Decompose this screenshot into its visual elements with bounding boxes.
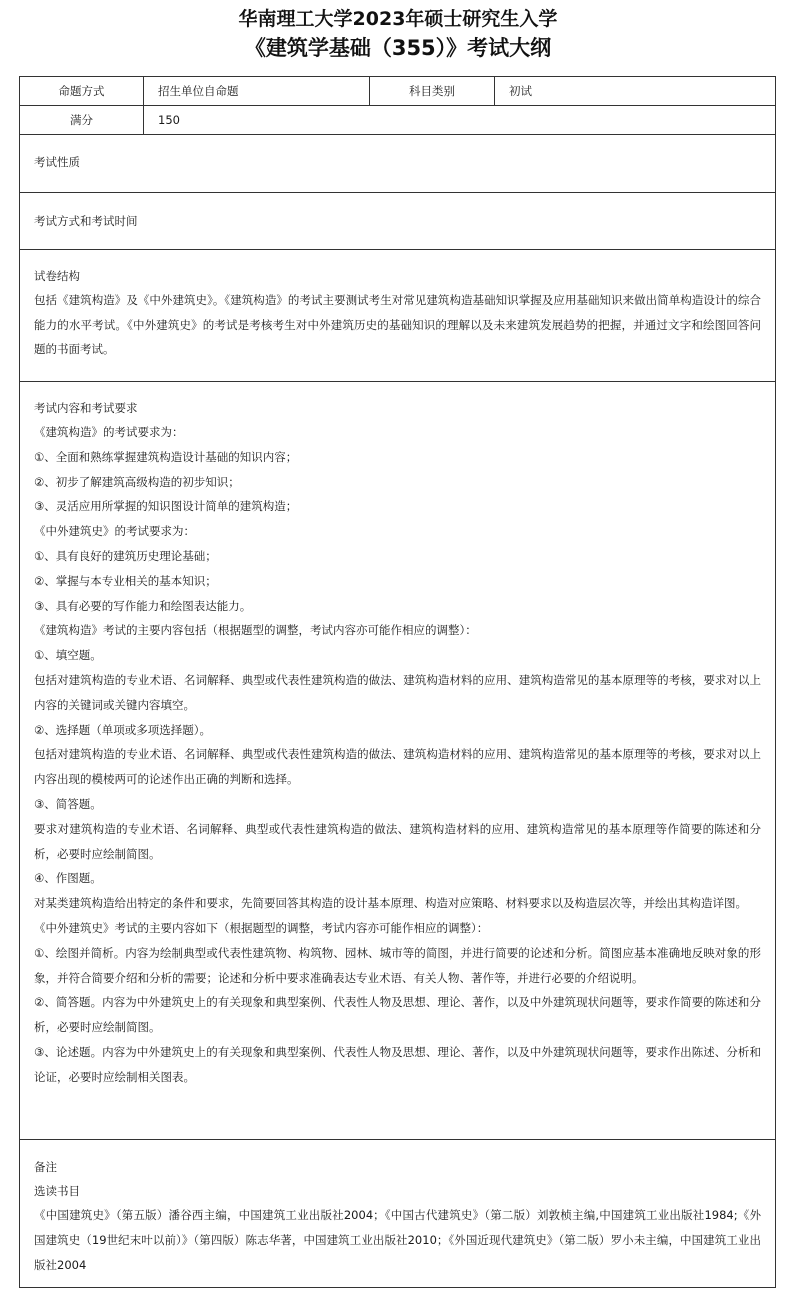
section-paper-structure bbox=[20, 250, 775, 382]
content-line: 包括对建筑构造的专业术语、名词解释、典型或代表性建筑构造的做法、建筑构造材料的应用、建筑构造常见的基本原理等的考核，要求对以上内容的关键词或关键内容填空。 bbox=[34, 672, 761, 712]
content-line: ①、绘图并简析。内容为绘制典型或代表性建筑物、构筑物、园林、城市等的简图，并进行简要的论述和分析。简图应基本准确地反映对象的形象，并符合简要介绍和分析的需要；论述和分析中要求准确表达专业术语、有关人物、著作等，并进行必要的介绍说明。 bbox=[34, 945, 761, 985]
section-title-notes: 备注 bbox=[34, 1160, 57, 1174]
content-line: ①、填空题。 bbox=[34, 648, 102, 663]
section-title-nature: 考试性质 bbox=[34, 155, 80, 169]
info-row-1 bbox=[20, 77, 775, 106]
section-title-structure: 试卷结构 bbox=[34, 269, 80, 283]
content-line: 《建筑构造》的考试要求为： bbox=[34, 425, 184, 439]
reading-list-paragraph: 《中国建筑史》（第五版）潘谷西主编，中国建筑工业出版社2004；《中国古代建筑史》（第二版）刘敦桢主编,中国建筑工业出版社1984;《外国建筑史（19世纪末叶以前）》（第四版）陈志华著，中国建筑工业出版社2010；《外国近现代建筑史》（第二版）罗小未主编，中国建筑工业出版社2004 bbox=[34, 1208, 761, 1272]
content-line: ①、全面和熟练掌握建筑构造设计基础的知识内容； bbox=[34, 449, 298, 464]
subject-category-value: 初试 bbox=[509, 84, 532, 98]
section-exam-nature bbox=[20, 135, 775, 193]
content-line: ③、简答题。 bbox=[34, 796, 102, 811]
page-title-line1: 华南理工大学2023年硕士研究生入学 bbox=[238, 8, 558, 30]
section-exam-content bbox=[20, 382, 775, 1140]
syllabus-table bbox=[19, 76, 776, 1288]
reading-list-title: 选读书目 bbox=[34, 1184, 80, 1198]
section-title-content: 考试内容和考试要求 bbox=[34, 401, 138, 415]
content-line: ①、具有良好的建筑历史理论基础； bbox=[34, 548, 217, 563]
content-line: 要求对建筑构造的专业术语、名词解释、典型或代表性建筑构造的做法、建筑构造材料的应用、建筑构造常见的基本原理等作简要的陈述和分析，必要时应绘制简图。 bbox=[34, 821, 761, 861]
full-score-label: 满分 bbox=[20, 106, 144, 134]
content-line: 《中外建筑史》的考试要求为： bbox=[34, 524, 195, 539]
section-exam-method bbox=[20, 193, 775, 250]
question-method-value: 招生单位自命题 bbox=[144, 77, 370, 105]
content-line: ③、论述题。内容为中外建筑史上的有关现象和典型案例、代表性人物及思想、理论、著作，以及中外建筑现状问题等，要求作出陈述、分析和论证，必要时应绘制相关图表。 bbox=[34, 1044, 761, 1084]
content-line: ②、掌握与本专业相关的基本知识； bbox=[34, 573, 217, 588]
content-line: ③、具有必要的写作能力和绘图表达能力。 bbox=[34, 598, 252, 613]
content-line: 《中外建筑史》考试的主要内容如下（根据题型的调整，考试内容亦可能作相应的调整）： bbox=[34, 920, 489, 935]
content-line: ②、选择题（单项或多项选择题）。 bbox=[34, 722, 212, 737]
content-line: ③、灵活应用所掌握的知识图设计简单的建筑构造； bbox=[34, 499, 298, 514]
section-title-method: 考试方式和考试时间 bbox=[34, 214, 138, 228]
content-line: 包括对建筑构造的专业术语、名词解释、典型或代表性建筑构造的做法、建筑构造材料的应用、建筑构造常见的基本原理等的考核，要求对以上内容出现的模棱两可的论述作出正确的判断和选择。 bbox=[34, 747, 761, 787]
content-line: 对某类建筑构造给出特定的条件和要求，先简要回答其构造的设计基本原理、构造对应策略、材料要求以及构造层次等，并绘出其构造详图。 bbox=[34, 896, 747, 911]
page-header bbox=[0, 0, 796, 63]
content-line: 《建筑构造》考试的主要内容包括（根据题型的调整，考试内容亦可能作相应的调整）： bbox=[34, 623, 477, 638]
subject-category-label: 科目类别 bbox=[370, 77, 495, 105]
full-score-value: 150 bbox=[158, 113, 180, 127]
info-row-2 bbox=[20, 106, 775, 135]
structure-paragraph: 包括《建筑构造》及《中外建筑史》。《建筑构造》的考试主要测试考生对常见建筑构造基础知识掌握及应用基础知识来做出简单构造设计的综合能力的水平考试。《中外建筑史》的考试是考核考生对中外建筑历史的基础知识的理解以及未来建筑发展趋势的把握，并通过文字和绘图回答问题的书面考试。 bbox=[34, 293, 761, 357]
content-line: ②、简答题。内容为中外建筑史上的有关现象和典型案例、代表性人物及思想、理论、著作，以及中外建筑现状问题等，要求作简要的陈述和分析，必要时应绘制简图。 bbox=[34, 995, 761, 1035]
section-notes bbox=[20, 1140, 775, 1287]
content-line: ②、初步了解建筑高级构造的初步知识； bbox=[34, 474, 240, 489]
content-line: ④、作图题。 bbox=[34, 871, 102, 886]
page-title-line2: 《建筑学基础（355）》考试大纲 bbox=[244, 36, 552, 60]
question-method-label: 命题方式 bbox=[20, 77, 144, 105]
